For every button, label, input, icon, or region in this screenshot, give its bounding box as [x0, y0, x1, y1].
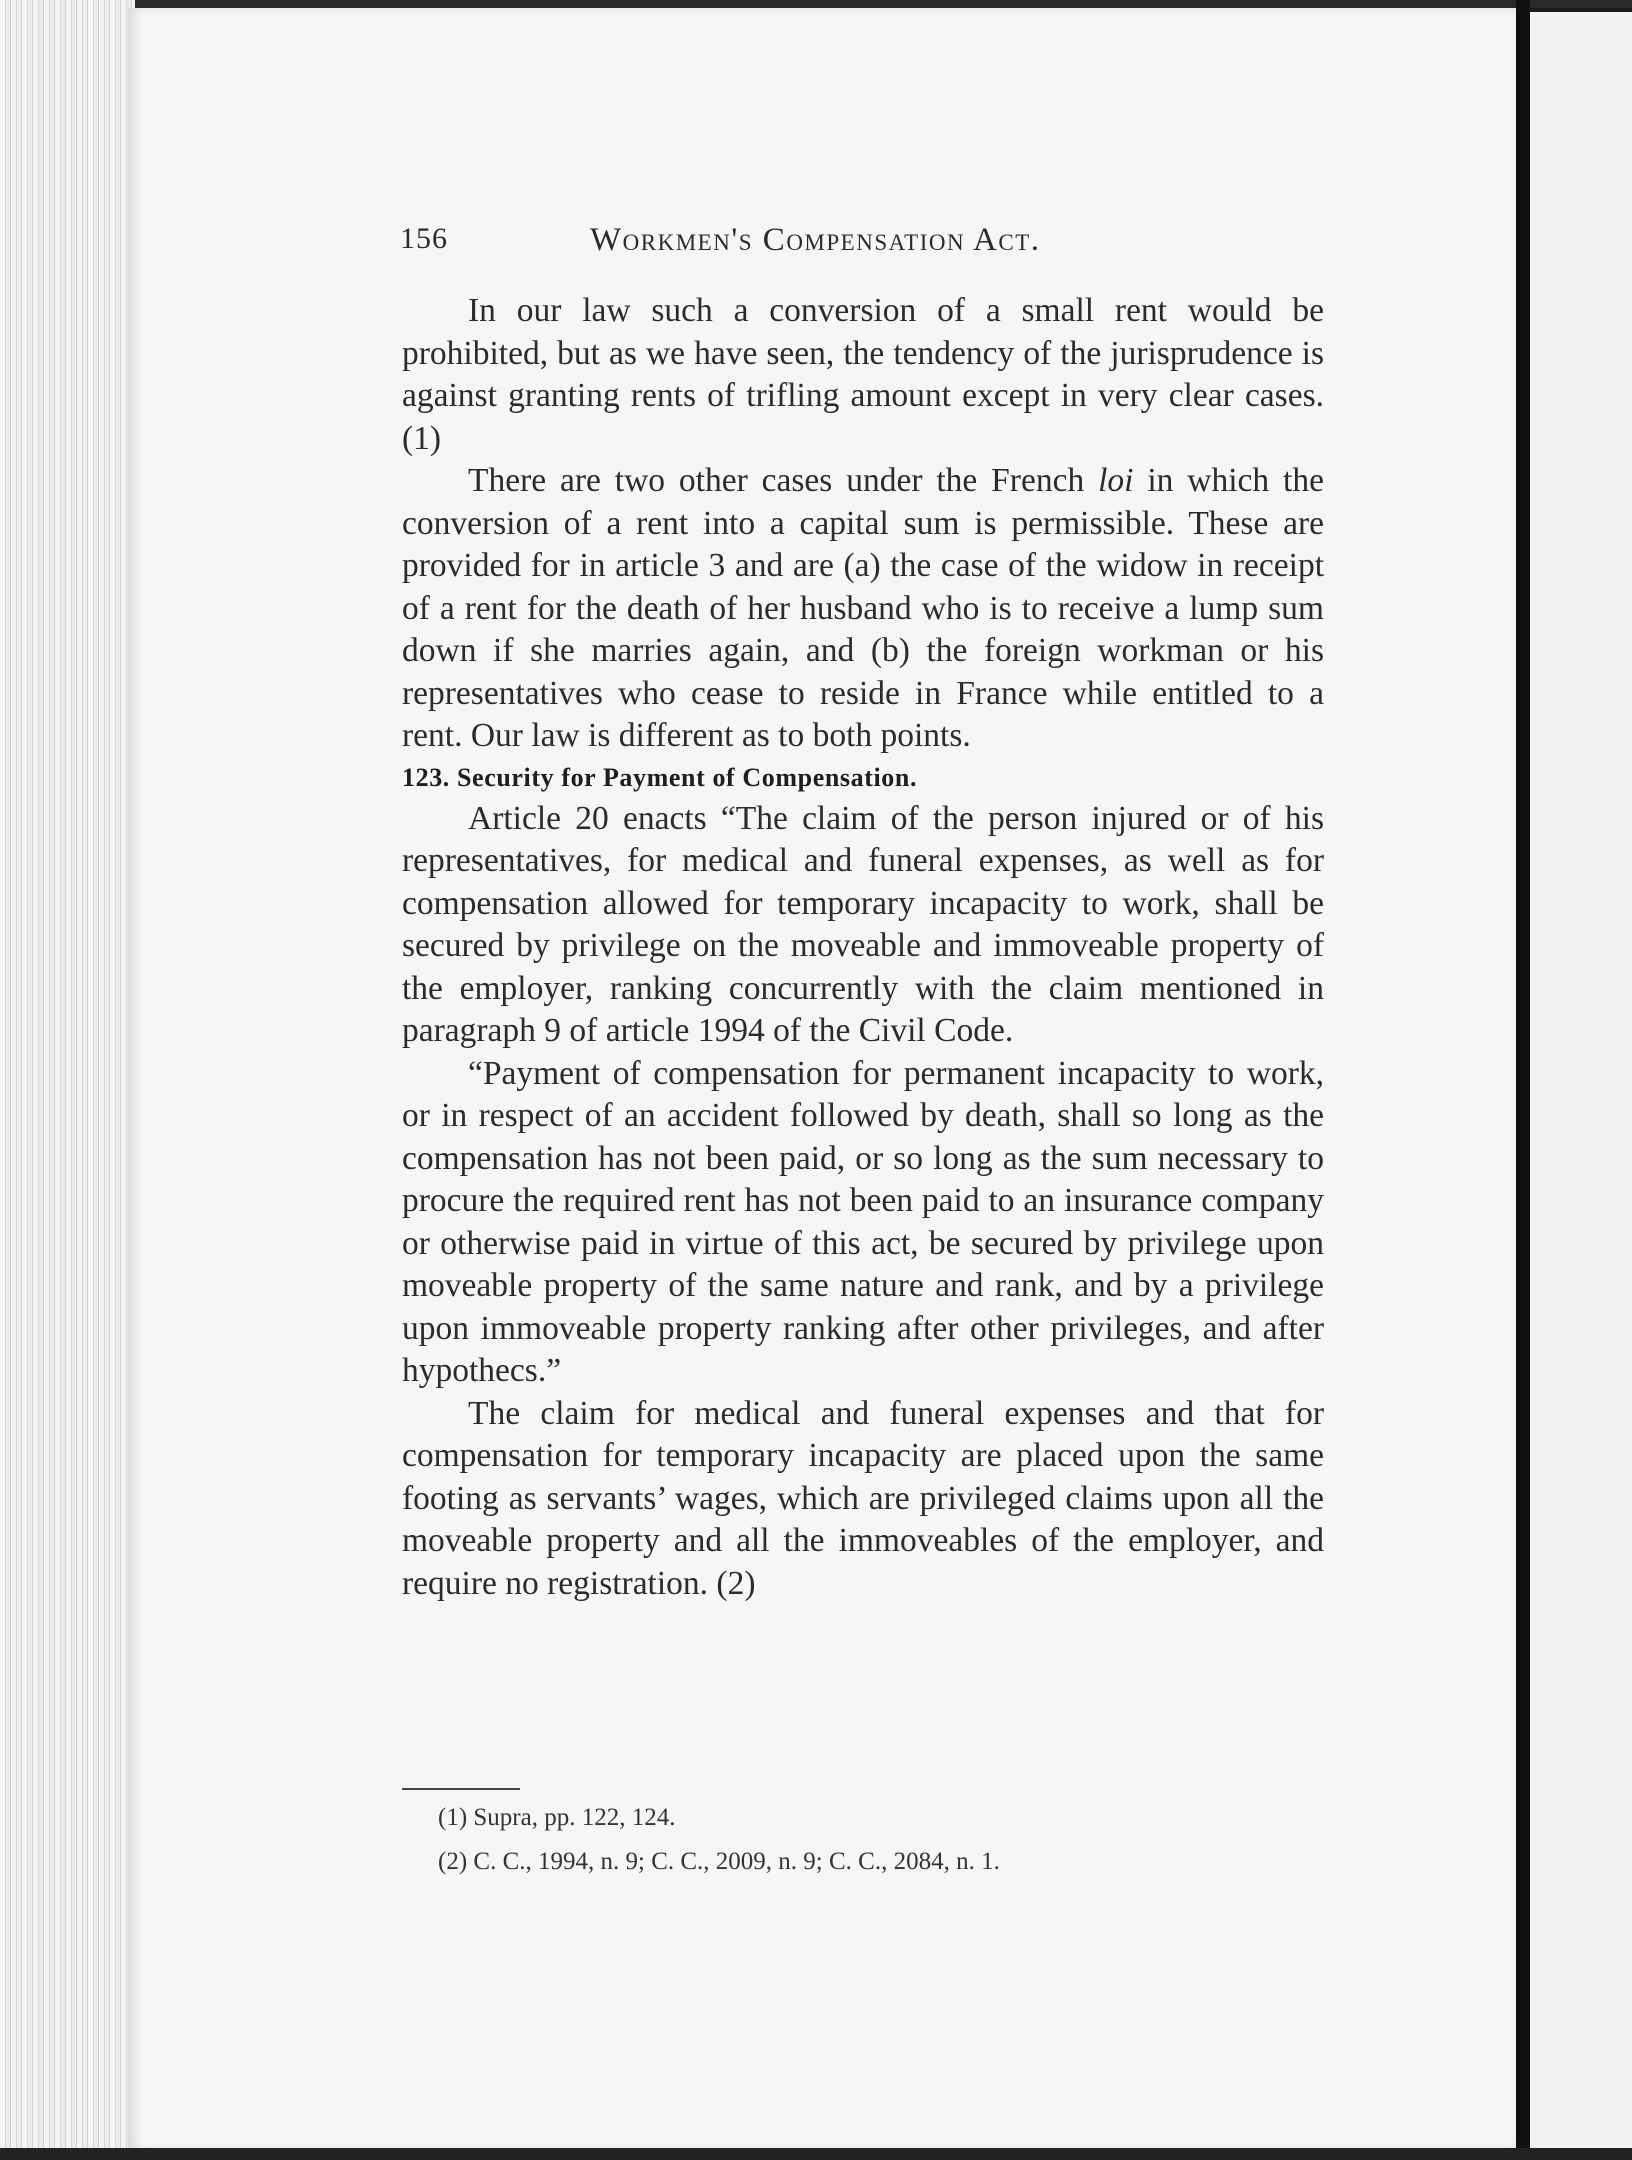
paragraph-text-start: There are two other cases under the French — [468, 462, 1099, 499]
scan-top-edge — [0, 0, 1632, 8]
paragraph-claim: The claim for medical and funeral expenses and that for compensation for temporary incapacity are placed upon the same footing as servants’ wages, which are privileged claims upon all the moveable property and all the immoveables of the employer, and require no registration. (2) — [402, 1394, 1324, 1602]
paragraph-text-end: in which the conversion of a rent into a capital sum is permissible. These are provided for in article 3 and are (a) the case of the widow in receipt of a rent for the death of her husband who is to receive a lump sum down if she marries again, and (b) the foreign workman or his representatives who cease to reside in France while entitled to a rent. Our law is different as to both points. — [402, 462, 1324, 754]
footnote-divider — [402, 1788, 520, 1790]
footnote-1: (1) Supra, pp. 122, 124. — [438, 1804, 676, 1831]
footnotes — [438, 1796, 1318, 1884]
book-gutter — [1516, 0, 1530, 2160]
facing-page-edge — [1530, 12, 1632, 2148]
paragraph-article-20: Article 20 enacts “The claim of the person injured or of his representatives, for medical and funeral expenses, as well as for compensation allowed for temporary incapacity to work, shall be secured by privilege on the moveable and immoveable property of the employer, ranking concurrently with the claim mentioned in paragraph 9 of article 1994 of the Civil Code. — [402, 799, 1324, 1049]
running-head: Workmen's Compensation Act. — [590, 222, 1041, 258]
scan-bottom-edge — [0, 2148, 1632, 2160]
page-number: 156 — [400, 222, 448, 255]
paragraph-payment: “Payment of compensation for permanent incapacity to work, or in respect of an accident followed by death, shall so long as the compensation has not been paid, or so long as the sum necessary to procure the required rent has not been paid to an insurance company or otherwise paid in virtue of this act, be secured by privilege upon moveable property of the same nature and rank, and by a privilege upon immoveable property ranking after other privileges, and after hypothecs.” — [402, 1054, 1324, 1389]
page-header — [400, 222, 1300, 272]
italic-term: loi — [1098, 462, 1134, 499]
paragraph-conversion: In our law such a conversion of a small rent would be prohibited, but as we have seen, the tendency of the jurisprudence is against granting rents of trifling amount except in very clear cases. (1) — [402, 292, 1324, 457]
page-edges-stack — [0, 0, 135, 2160]
paragraph-french-loi — [402, 460, 1324, 758]
body-text — [402, 290, 1324, 1605]
footnote-2: (2) C. C., 1994, n. 9; C. C., 2009, n. 9; C. C., 2084, n. 1. — [438, 1848, 1000, 1875]
section-heading: 123. Security for Payment of Compensation. — [402, 762, 918, 792]
